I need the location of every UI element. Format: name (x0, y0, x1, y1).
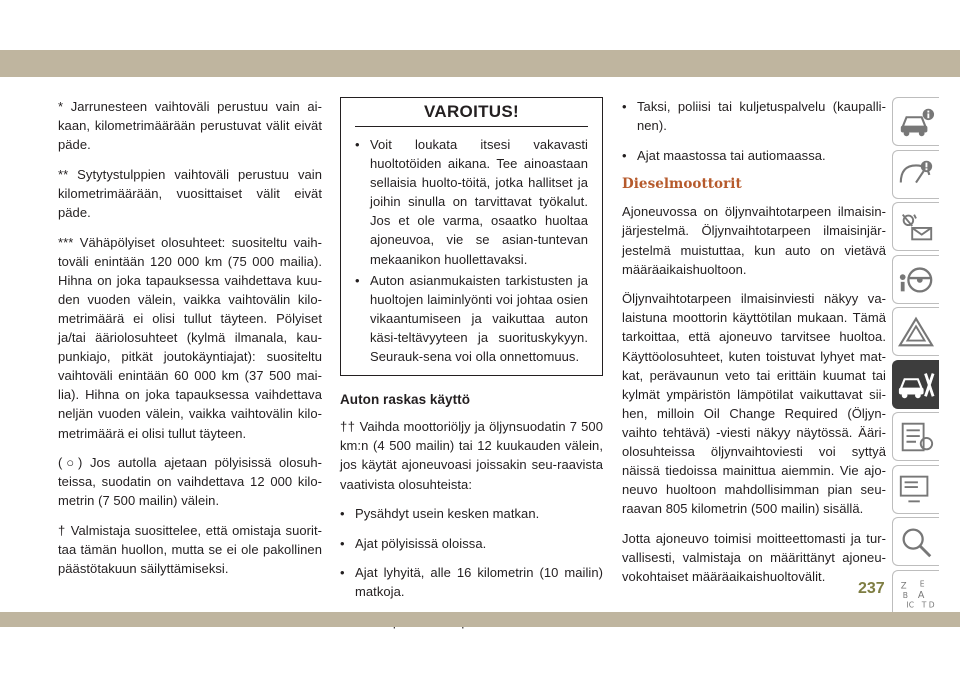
tab-starting-driving[interactable] (892, 255, 939, 304)
right-column (622, 97, 886, 597)
svg-text:E: E (919, 579, 925, 589)
footnote-brake-fluid: * Jarrunesteen vaihtoväli perustuu vain ai-kaan, kilometrimäärään perustuvat välit eivät päde. (58, 99, 322, 153)
bottom-band (0, 612, 960, 627)
svg-text:B: B (902, 590, 908, 600)
svg-text:Z: Z (900, 581, 907, 592)
tab-servicing[interactable] (892, 360, 939, 409)
middle-column (340, 97, 603, 642)
tab-specifications[interactable] (892, 412, 939, 461)
heavy-use-bullet: • Pysähdyt usein kesken matkan. (340, 504, 603, 523)
warning-title: VAROITUS! (355, 98, 588, 127)
warning-list (355, 135, 588, 366)
car-info-icon (897, 105, 935, 139)
warning-lights-icon (897, 157, 935, 191)
service-tools-icon (897, 367, 935, 401)
warning-item: • Auton asianmukaisten tarkistusten ja huoltojen laiminlyönti voi johtaa osien vikaantumiseen ja vaikuttaa auton käsi-teltävyyteen ja suorituskykyyn. Seurauk-sena voi olla onnettomuus. (355, 271, 588, 366)
warning-box (340, 97, 603, 376)
top-band (0, 50, 960, 77)
footnote-filter: (○) Jos autolla ajetaan pölyisissä olosuh-teissa, suodatin on vaihdettava 12 000 kilo-metrin (7 500 mailin) välein. (58, 455, 322, 509)
heavy-use-heading: Auton raskas käyttö (340, 392, 470, 408)
tab-index-search[interactable] (892, 517, 939, 566)
footnote-owner-service: † Valmistaja suosittelee, että omistaja suorit-taa tämän huollon, mutta se ei ole pakollinen päästötakuun säilyttämiseksi. (58, 522, 322, 577)
diesel-paragraph: Ajoneuvossa on öljynvaihtotarpeen ilmaisin-järjestelmä. Öljynvaihtotarpeen ilmaisinjär-jestelmä muistuttaa, kun auto on vietävä määräaikaishuoltoon. (622, 204, 886, 277)
heavy-use-bullet: • Ajat pölyisissä oloissa. (340, 534, 603, 553)
footnote-belt: *** Vähäpölyiset olosuhteet: suositeltu vaih-toväli enintään 120 000 km (75 000 mailia). Hihna on joka tapauksessa vaihdettava kuu-den vuoden välein, vaikka vaihtovälin kilo-metrimäärä ei olisi tullut täyteen. Pölyiset ja/tai ääriolosuhteet (kylmä ilmanala, kau-punkiajo, pitkät joutokäyntiajat): suositeltu vaihtoväli enintään 60 000 km (37 500 mai-lia). Hihna on joka tapauksessa vaihdettava neljän vuoden välein, vaikka vaihtovälin kilo-metrimäärä ei olisi tullut täyteen. (58, 234, 322, 441)
heavy-use-bullet: • Ajat lyhyitä, alle 16 kilometrin (10 mailin) matkoja. (340, 563, 603, 601)
warning-item: • Voit loukata itsesi vakavasti huoltotöiden aikana. Tee ainoastaan sellaisia huolto-töitä, jotka hallitset ja joihin sinulla on tarvittavat työkalut. Jos et ole varma, osaatko huoltaa ajoneuvoa, vie se asian-tuntevan mekaanikon huollettavaksi. (355, 135, 588, 269)
svg-text:T D: T D (921, 600, 935, 610)
multimedia-icon (897, 472, 935, 506)
steering-icon (897, 262, 935, 296)
chapter-tabs (892, 97, 939, 622)
safety-icon (897, 210, 935, 244)
heavy-use-bullet: • Ajat maastossa tai autiomaassa. (622, 146, 886, 165)
language-index-icon (897, 577, 935, 611)
footnote-spark-plugs: ** Sytytystulppien vaihtoväli perustuu vain kilometrimäärään, vuosittaiset välit eivät päde. (58, 166, 322, 220)
search-index-icon (897, 525, 935, 559)
heavy-use-bullet: • Taksi, poliisi tai kuljetuspalvelu (kaupalli-nen). (622, 97, 886, 135)
hazard-icon (897, 315, 935, 349)
footnotes-column (58, 97, 322, 589)
diesel-heading: Dieselmoottorit (622, 176, 742, 193)
svg-text:A: A (917, 589, 925, 601)
diesel-paragraph: Jotta ajoneuvo toimisi moitteettomasti ja tur-vallisesti, valmistaja on määrittänyt ajoneu-vokohtaiset määräaikaishuoltovälit. (622, 530, 886, 585)
svg-text:IC: IC (906, 600, 915, 610)
tab-emergencies[interactable] (892, 307, 939, 356)
tab-vehicle[interactable] (892, 97, 939, 146)
tab-safety[interactable] (892, 202, 939, 251)
page-number: 237 (858, 580, 885, 597)
specifications-icon (897, 420, 935, 454)
tab-multimedia[interactable] (892, 465, 939, 514)
heavy-use-intro: †† Vaihda moottoriöljy ja öljynsuodatin 7 500 km:n (4 500 mailin) tai 12 kuukauden välein, jos käytät ajoneuvoasi joissakin seu-raavista vaativista olosuhteista: (340, 419, 603, 492)
tab-dashboard[interactable] (892, 150, 939, 199)
diesel-paragraph: Öljynvaihtotarpeen ilmaisinviesti näkyy va-laistuna moottorin käyttötilan mukaan. Tämä tarkoittaa, että ajoneuvo tarvitsee huoltoa. Käyttöolosuhteet, kuten toistuvat lyhyet mat-kat, perävaunun veto tai erittäin kuumat tai kylmät ympäristön lämpötilat vaikuttavat sii-hen, milloin Oil Change Required (Öljyn-vaihto tehtävä) -viesti näkyy näytössä. Ääri-olosuhteissa öljynvaihtoviesti voi syttyä näissä tiedoissa mainittua aiemmin. Vie ajo-neuvo huoltoon mahdollisimman pian seu-raavan 805 kilometrin (500 mailin) sisällä. (622, 291, 886, 517)
